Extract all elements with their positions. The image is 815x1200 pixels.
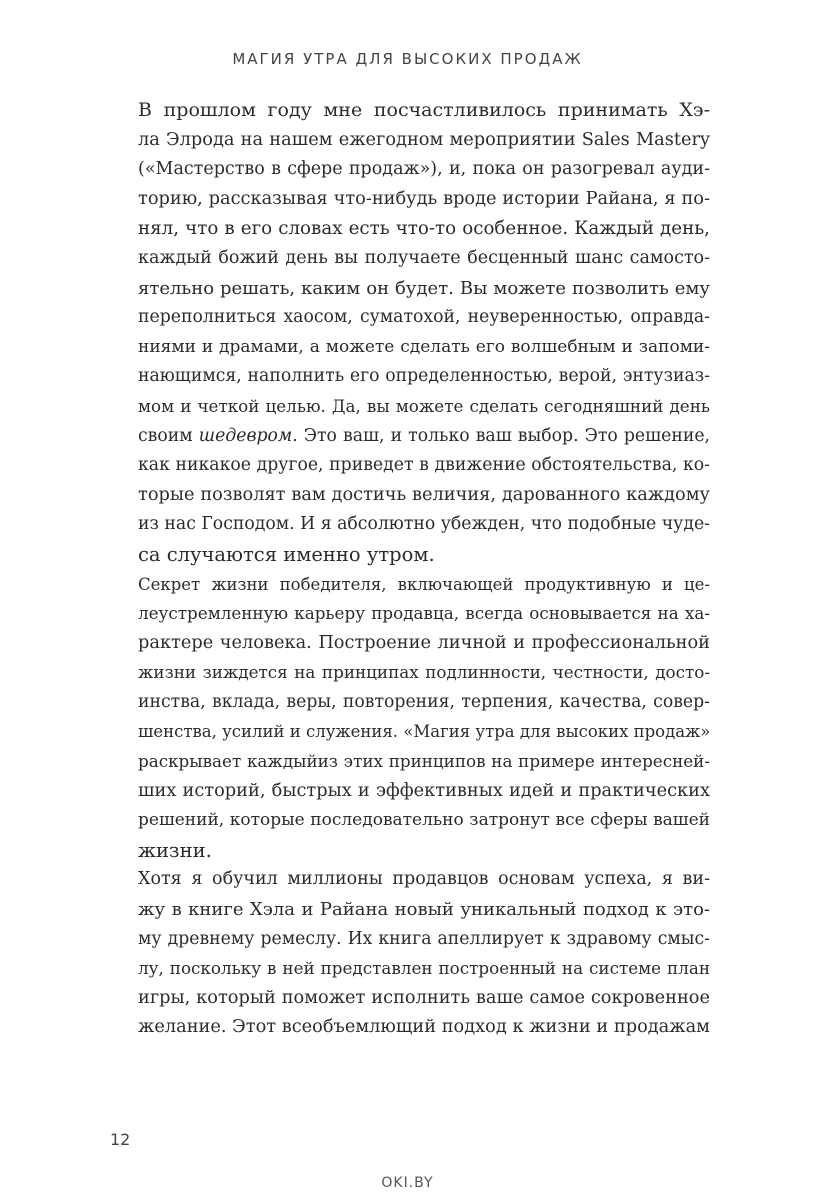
text-line: раскрывает каждыйиз этих принципов на примере интересней- (138, 751, 710, 772)
text-line: инства, вклада, веры, повторения, терпения, качества, совер- (138, 691, 710, 712)
text-line: В прошлом году мне посчастливилось принимать Хэ- (138, 99, 710, 121)
page-number: 12 (110, 1130, 131, 1149)
text-line: шенства, усилий и служения. «Магия утра для высоких продаж» (138, 722, 711, 742)
text-line: ла Элрода на нашем ежегодном мероприятии Sales Mastery (138, 129, 710, 150)
text-line: рактере человека. Построение личной и профессиональной (138, 632, 710, 653)
body-text (110, 96, 710, 1043)
paragraph-2 (110, 570, 710, 866)
text-line: леустремленную карьеру продавца, всегда основывается на ха- (138, 603, 710, 624)
text-line: нял, что в его словах есть что-то особенное. Каждый день, (138, 218, 710, 240)
text-line-with-emphasis (110, 422, 710, 452)
text-line: игры, который поможет исполнить ваше самое сокровенное (138, 987, 710, 1008)
text-line: ших историй, быстрых и эффективных идей и практических (138, 780, 710, 801)
text-line: торию, рассказывая что-нибудь вроде истории Райана, я по- (138, 188, 710, 209)
text-line: торые позволят вам достичь величия, дарованного каждому (138, 484, 710, 505)
text-run: своим (138, 425, 199, 446)
text-line: са случаются именно утром. (138, 542, 435, 566)
paragraph-3 (110, 865, 710, 1043)
text-line: жизни. (138, 838, 212, 862)
text-run: Это ваш, и только ваш выбор. Это решение, (297, 425, 711, 446)
emphasis-text: шедевром. (198, 425, 298, 446)
text-line: Хотя я обучил миллионы продавцов основам успеха, я ви- (138, 869, 710, 890)
text-line: каждый божий день вы получаете бесценный шанс самосто- (138, 247, 710, 268)
text-line: желание. Этот всеобъемлющий подход к жизни и продажам (138, 1017, 710, 1038)
text-line: Секрет жизни победителя, включающей продуктивную и це- (138, 574, 710, 594)
text-line: му древнему ремеслу. Их книга апеллирует к здравому смыс- (138, 928, 710, 949)
text-line: нающимся, наполнить его определенностью, верой, энтузиаз- (138, 366, 710, 387)
text-line: ятельно решать, каким он будет. Вы можете позволить ему (138, 277, 710, 299)
text-line: переполниться хаосом, суматохой, неуверенностью, оправда- (138, 307, 710, 328)
watermark: OKI.BY (381, 1175, 434, 1191)
text-line: как никакое другое, приведет в движение обстоятельства, ко- (138, 455, 710, 476)
text-line: жу в книге Хэла и Райана новый уникальный подход к это- (138, 899, 710, 921)
text-line: из нас Господом. И я абсолютно убежден, что подобные чуде- (138, 514, 710, 535)
text-line: решений, которые последовательно затронут все сферы вашей (138, 810, 710, 831)
text-line: ниями и драмами, а можете сделать его волшебным и запоми- (138, 336, 710, 357)
text-line: мом и четкой целью. Да, вы можете сделать сегодняшний день (138, 395, 710, 416)
text-line: жизни зиждется на принципах подлинности, честности, досто- (138, 662, 710, 683)
running-header: МАГИЯ УТРА ДЛЯ ВЫСОКИХ ПРОДАЖ (232, 50, 583, 68)
text-line: лу, поскольку в ней представлен построенный на системе план (138, 958, 710, 979)
text-line: («Мастерство в сфере продаж»), и, пока он разогревал ауди- (138, 159, 710, 180)
paragraph-1 (110, 96, 710, 570)
